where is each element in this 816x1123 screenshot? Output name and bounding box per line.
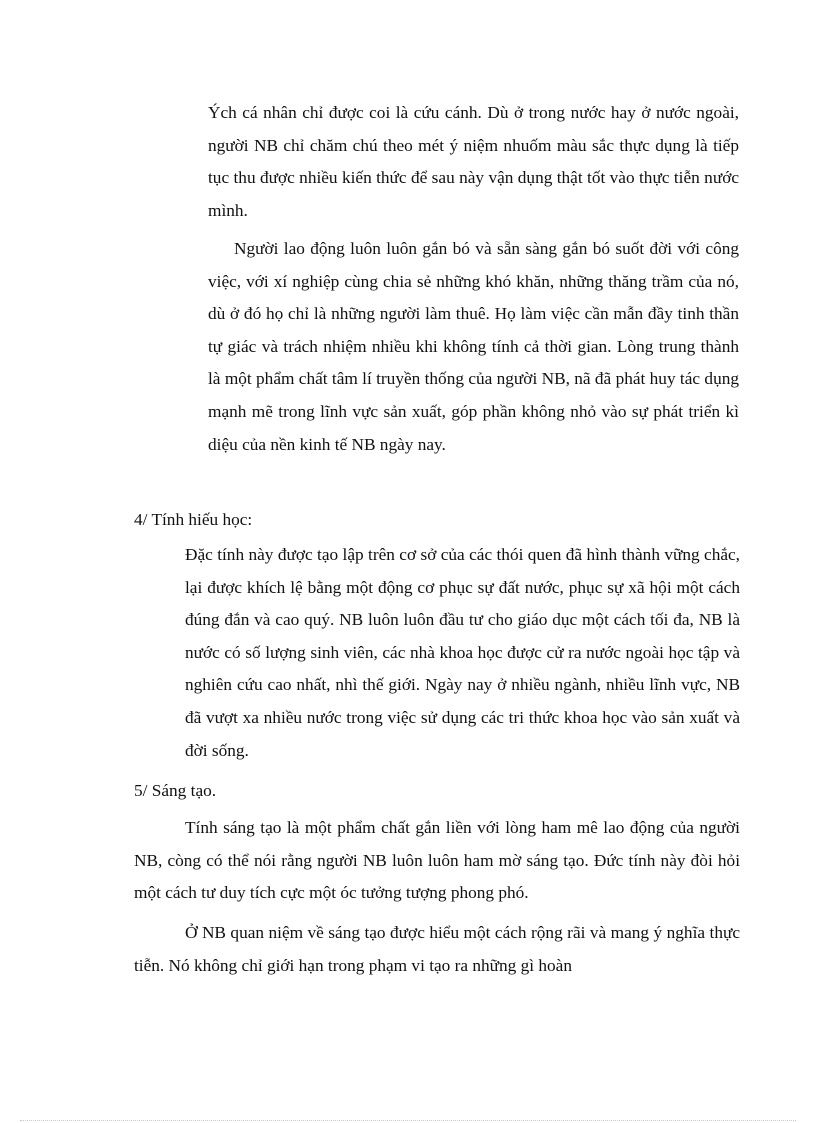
page-bottom-divider — [20, 1120, 796, 1121]
heading-love-of-learning: 4/ Tính hiếu học: — [134, 510, 253, 529]
paragraph-worker-loyalty: Người lao động luôn luôn gắn bó và sẵn sàng gắn bó suốt đời với công việc, với xí nghiệp cùng chia sẻ những khó khăn, những thăng trầm của nó, dù ở đó họ chỉ là những người làm thuê. Họ làm việc cần mẫn đầy tinh thần tự giác và trách nhiệm nhiều khi không tính cả thời gian. Lòng trung thành là một phẩm chất tâm lí truyền thống của người NB, nã đã phát huy tác dụng mạnh mẽ trong lĩnh vực sản xuất, góp phần không nhỏ vào sự phát triển kì diệu của nền kinh tế NB ngày nay. — [208, 239, 739, 454]
paragraph-creativity: Tính sáng tạo là một phẩm chất gắn liền với lòng ham mê lao động của người NB, còng có thể nói rằng người NB luôn luôn ham mờ sáng tạo. Đức tính này đòi hỏi một cách tư duy tích cực một óc tưởng tượng phong phó. — [134, 818, 740, 903]
heading-creativity: 5/ Sáng tạo. — [134, 781, 217, 800]
paragraph-individual-goal: Ých cá nhân chỉ được coi là cứu cánh. Dù ở trong nước hay ở nước ngoài, người NB chỉ chăm chú theo mét ý niệm nhuốm màu sắc thực dụng là tiếp tục thu được nhiều kiến thức để sau này vận dụng thật tốt vào thực tiễn nước mình. — [208, 103, 739, 220]
paragraph-love-of-learning: Đặc tính này được tạo lập trên cơ sở của các thói quen đã hình thành vững chắc, lại được khích lệ bằng một động cơ phục sự đất nước, phục sự xã hội một cách đúng đắn và cao quý. NB luôn luôn đầu tư cho giáo dục một cách tối đa, NB là nước có số lượng sinh viên, các nhà khoa học được cử ra nước ngoài học tập và nghiên cứu cao nhất, nhì thế giới. Ngày nay ở nhiều ngành, nhiều lĩnh vực, NB đã vượt xa nhiều nước trong việc sử dụng các tri thức khoa học vào sản xuất và đời sống. — [185, 545, 740, 760]
paragraph-creativity-concept: Ở NB quan niệm về sáng tạo được hiểu một cách rộng rãi và mang ý nghĩa thực tiễn. Nó không chỉ giới hạn trong phạm vi tạo ra những gì hoàn — [134, 923, 740, 975]
